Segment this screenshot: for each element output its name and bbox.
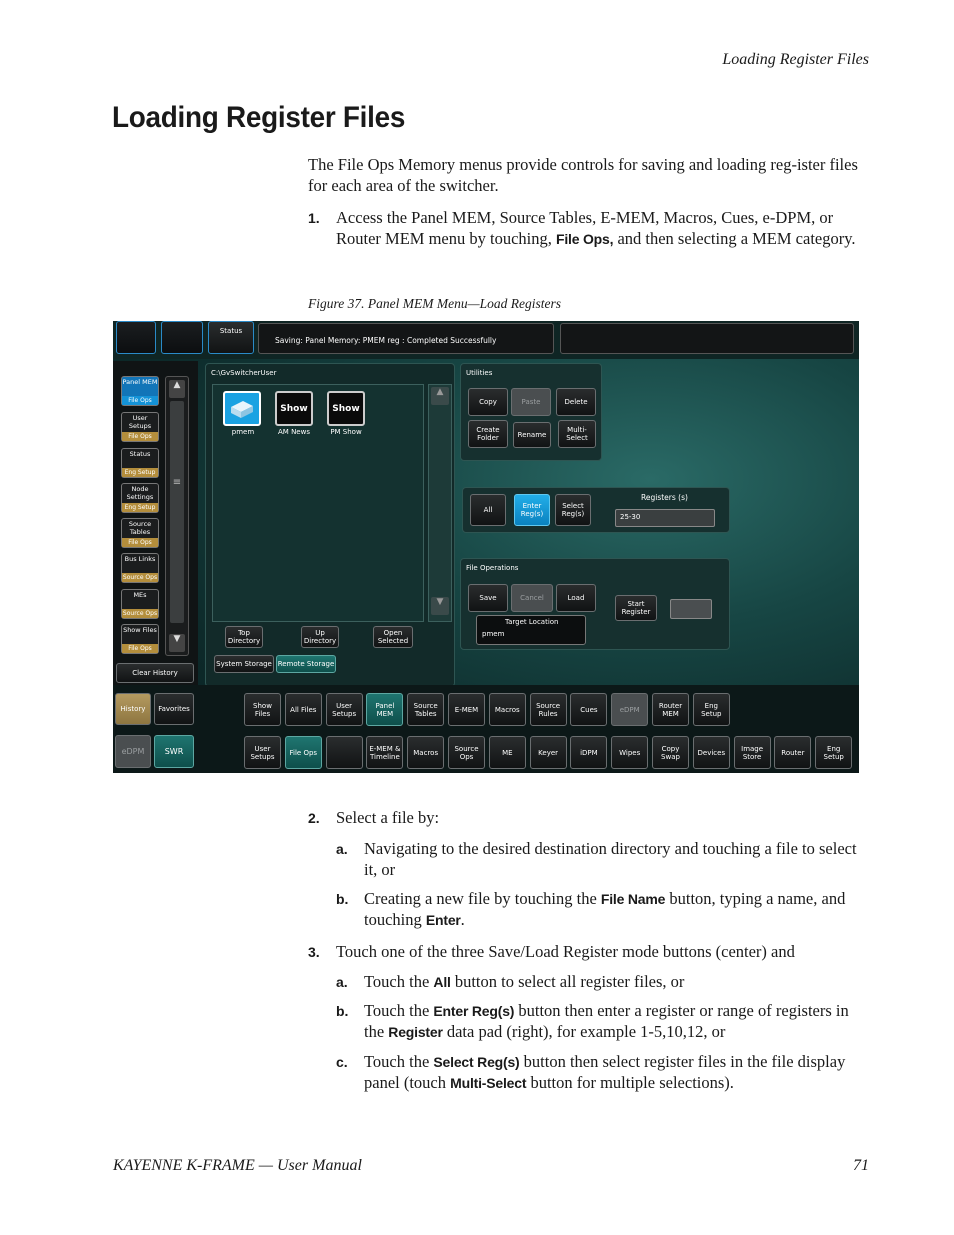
sidebar-item-bus-links[interactable]: Bus Links Source Ops: [122, 555, 158, 581]
sidebar-item-show-files[interactable]: Show Files File Ops: [121, 624, 159, 654]
remote-storage-tab[interactable]: Remote Storage: [276, 655, 336, 673]
file-operations-panel: [460, 558, 730, 650]
menu-button-source-ops[interactable]: Source Ops: [448, 736, 485, 769]
step-2-text: Select a file by:: [336, 808, 440, 827]
registers-input[interactable]: 25-30: [615, 509, 715, 527]
step-3a-text: Touch the All button to select all register files, or: [364, 972, 685, 991]
file-label-am-news: AM News: [278, 428, 310, 436]
show-file-icon[interactable]: Show: [327, 391, 365, 426]
create-folder-button[interactable]: Create Folder: [468, 420, 508, 448]
sidebar-item-user-setups[interactable]: User Setups File Ops: [121, 412, 159, 442]
menu-button-eng-setup[interactable]: Eng Setup: [693, 693, 730, 726]
delete-button[interactable]: Delete: [556, 388, 596, 416]
menu-button-devices[interactable]: Devices: [693, 736, 730, 769]
section-title: Loading Register Files: [112, 101, 406, 134]
registers-panel: [462, 487, 730, 533]
favorites-button[interactable]: Favorites: [154, 693, 194, 725]
keyword-file-ops: File Ops,: [555, 230, 614, 247]
top-slot-2[interactable]: [161, 321, 203, 354]
panel-mem-screenshot: [113, 321, 859, 773]
top-directory-button[interactable]: Top Directory: [225, 626, 263, 648]
step-1-text: Access the Panel MEM, Source Tables, E-MEM, Macros, Cues, e-DPM, or Router MEM menu by touching, File Ops, and then selecting a MEM category.: [336, 208, 856, 248]
menu-button-all-files[interactable]: All Files: [285, 693, 322, 726]
menu-button-macros[interactable]: Macros: [407, 736, 444, 769]
copy-button[interactable]: Copy: [468, 388, 508, 416]
menu-button-me[interactable]: ME: [489, 736, 526, 769]
status-button[interactable]: Status: [208, 321, 254, 354]
file-scrollbar[interactable]: [428, 384, 452, 622]
menu-button-source-tables[interactable]: Source Tables: [407, 693, 444, 726]
start-register-input[interactable]: [670, 599, 712, 619]
status-message: Saving: Panel Memory: PMEM reg : Completed Successfully: [258, 323, 554, 354]
file-browser: [205, 363, 455, 687]
intro-paragraph: The File Ops Memory menus provide controls for saving and loading reg-ister files for each area of the switcher.: [308, 155, 858, 195]
step-2b-text: Creating a new file by touching the File Name button, typing a name, and touching Enter.: [364, 889, 846, 929]
file-label-pm-show: PM Show: [330, 428, 362, 436]
registers-label: Registers (s): [641, 493, 688, 502]
enter-regs-button[interactable]: Enter Reg(s): [514, 494, 550, 526]
system-storage-tab[interactable]: System Storage: [214, 655, 274, 673]
menu-button-blank[interactable]: [326, 736, 363, 769]
step-3b-text: Touch the Enter Reg(s) button then enter a register or range of registers in the Register data pad (right), for example 1-5,10,12, or: [364, 1001, 849, 1041]
scroll-up-icon[interactable]: ▲: [431, 387, 449, 405]
step-3b-number: b.: [336, 1003, 349, 1019]
sidebar-item-node-settings[interactable]: Node Settings Eng Setup: [121, 483, 159, 513]
footer-title: KAYENNE K-FRAME — User Manual: [113, 1157, 362, 1174]
menu-button-user-setups[interactable]: User Setups: [244, 736, 281, 769]
path-label: C:\GvSwitcherUser: [211, 369, 277, 377]
step-2b-number: b.: [336, 891, 349, 907]
menu-button-image-store[interactable]: Image Store: [734, 736, 771, 769]
scroll-thumb[interactable]: ≡: [170, 401, 184, 623]
top-slot-1[interactable]: [116, 321, 156, 354]
utilities-panel: [460, 363, 602, 461]
all-button[interactable]: All: [470, 494, 506, 526]
save-button[interactable]: Save: [468, 584, 508, 612]
menu-button-e-mem[interactable]: E-MEM: [448, 693, 485, 726]
history-button[interactable]: History: [115, 693, 151, 725]
menu-button-cues[interactable]: Cues: [570, 693, 607, 726]
menu-row-2: [113, 736, 859, 770]
menu-button-eng-setup[interactable]: Eng Setup: [815, 736, 852, 769]
step-3-number: 3.: [308, 944, 320, 960]
scroll-up-icon[interactable]: ▲: [169, 380, 185, 398]
menu-button-source-rules[interactable]: Source Rules: [530, 693, 567, 726]
figure-caption: Figure 37. Panel MEM Menu—Load Registers: [308, 296, 561, 311]
clear-history-button[interactable]: Clear History: [116, 663, 194, 683]
file-label-pmem: pmem: [231, 428, 255, 436]
step-3c-text: Touch the Select Reg(s) button then select register files in the file display panel (touch Multi-Select button for multiple selections).: [364, 1052, 846, 1092]
step-1-number: 1.: [308, 210, 320, 226]
scroll-down-icon[interactable]: ▼: [169, 634, 185, 652]
load-button[interactable]: Load: [556, 584, 596, 612]
step-3-text: Touch one of the three Save/Load Register mode buttons (center) and: [336, 942, 795, 961]
edpm-mode-button[interactable]: eDPM: [115, 735, 151, 768]
step-2a-number: a.: [336, 841, 348, 857]
rename-button[interactable]: Rename: [513, 422, 551, 448]
utilities-title: Utilities: [466, 369, 493, 377]
step-2-number: 2.: [308, 810, 320, 826]
menu-row-1: [113, 693, 859, 727]
sidebar-item-mes[interactable]: MEs Source Ops: [122, 591, 158, 617]
sidebar-scrollbar[interactable]: [165, 376, 189, 656]
file-operations-title: File Operations: [466, 564, 519, 572]
up-directory-button[interactable]: Up Directory: [301, 626, 339, 648]
sidebar-item-source-tables[interactable]: Source Tables File Ops: [121, 518, 159, 548]
paste-button[interactable]: Paste: [511, 388, 551, 416]
menu-button-router[interactable]: Router: [774, 736, 811, 769]
step-3a-number: a.: [336, 974, 348, 990]
menu-button-copy-swap[interactable]: Copy Swap: [652, 736, 689, 769]
multi-select-button[interactable]: Multi-Select: [558, 420, 596, 448]
cancel-button[interactable]: Cancel: [511, 584, 553, 612]
step-3c-number: c.: [336, 1054, 348, 1070]
menu-button-idpm[interactable]: iDPM: [570, 736, 607, 769]
menu-button-user-setups[interactable]: User Setups: [326, 693, 363, 726]
status-extra: [560, 323, 854, 354]
sidebar-item-panel-mem[interactable]: Panel MEM File Ops: [122, 378, 158, 404]
step-2a-text: Navigating to the desired destination directory and touching a file to select it, or: [364, 839, 857, 879]
menu-button-wipes[interactable]: Wipes: [611, 736, 648, 769]
menu-button-panel-mem[interactable]: Panel MEM: [366, 693, 403, 726]
show-file-icon[interactable]: Show: [275, 391, 313, 426]
menu-button-keyer[interactable]: Keyer: [530, 736, 567, 769]
target-location-field[interactable]: Target Location pmem: [476, 615, 586, 645]
sidebar-item-status[interactable]: Status Eng Setup: [121, 448, 159, 478]
pmem-file-icon[interactable]: [223, 391, 261, 426]
page-number: 71: [853, 1157, 869, 1174]
open-selected-button[interactable]: Open Selected: [373, 626, 413, 648]
menu-button-macros[interactable]: Macros: [489, 693, 526, 726]
menu-button-show-files[interactable]: Show Files: [244, 693, 281, 726]
menu-button-router-mem[interactable]: Router MEM: [652, 693, 689, 726]
menu-button-edpm[interactable]: eDPM: [611, 693, 648, 726]
menu-button-e-mem-timeline[interactable]: E-MEM & Timeline: [366, 736, 403, 769]
select-regs-button[interactable]: Select Reg(s): [555, 494, 591, 526]
running-header: Loading Register Files: [722, 51, 869, 68]
swr-mode-button[interactable]: SWR: [154, 735, 194, 768]
menu-button-file-ops[interactable]: File Ops: [285, 736, 322, 769]
scroll-down-icon[interactable]: ▼: [431, 597, 449, 615]
start-register-button[interactable]: Start Register: [615, 595, 657, 621]
